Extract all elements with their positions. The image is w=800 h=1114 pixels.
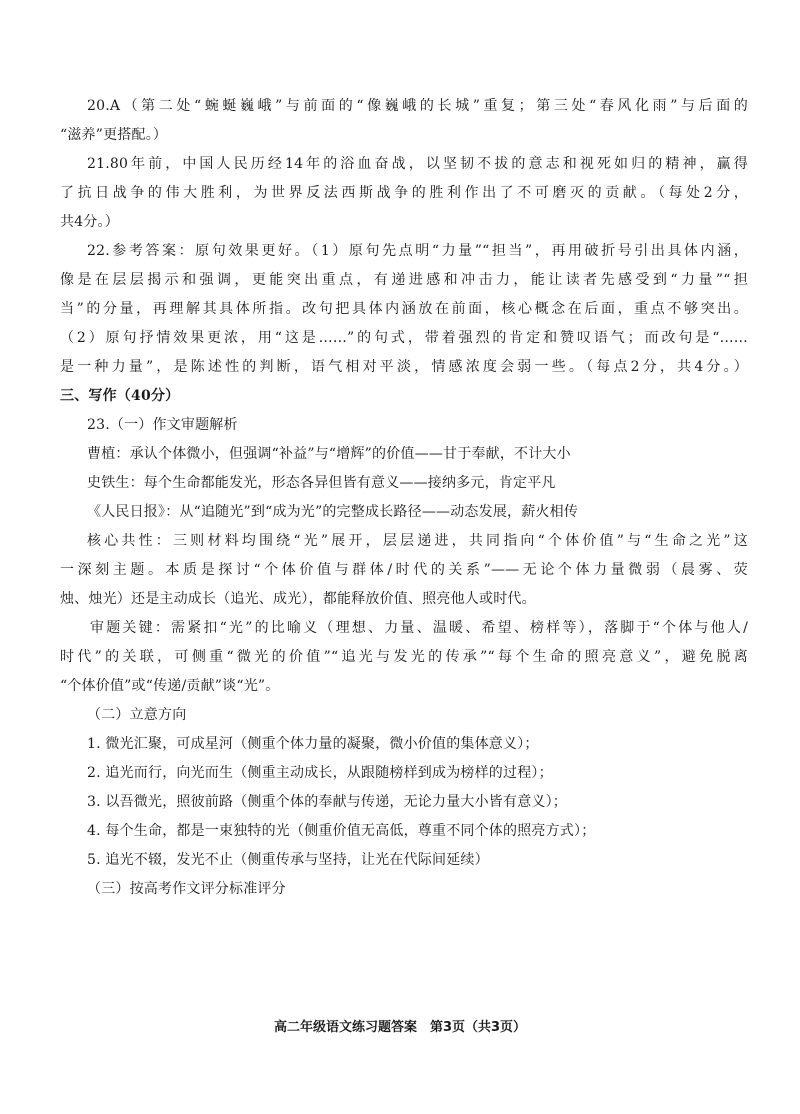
paragraph-line: “滋养”更搭配。） [60, 127, 168, 143]
answer-content [60, 92, 748, 904]
paragraph-line: 像是在层层揭示和强调，更能突出重点，有递进感和冲击力，能让读者先感受到“力量”“担 [60, 272, 748, 288]
paragraph-line: 共4分。） [60, 214, 119, 230]
material-analysis-item: 曹植：承认个体微小，但强调“补益”与“增辉”的价值——甘于奉献，不计大小 [87, 446, 571, 462]
material-analysis-item: 史铁生：每个生命都能发光，形态各异但皆有意义——接纳多元，肯定平凡 [87, 475, 556, 491]
paragraph-line: 核心共性：三则材料均围绕“光”展开，层层递进，共同指向“个体价值”与“生命之光”这 [87, 533, 748, 549]
direction-item: 3. 以吾微光，照彼前路（侧重个体的奉献与传递，无论力量大小皆有意义）； [87, 794, 568, 810]
answer-20 [60, 92, 748, 150]
paragraph-line: 烛、烛光）还是主动成长（追光、成光），都能释放价值、照亮他人或时代。 [60, 591, 536, 607]
paragraph-line: 时代”的关联，可侧重“微光的价值”“追光与发光的传承”“每个生命的照亮意义”，避免脱离 [60, 649, 748, 665]
direction-item: 2. 追光而行，向光而生（侧重主动成长，从跟随榜样到成为榜样的过程）； [87, 765, 553, 781]
paragraph-line: 20.A（第二处“蜿蜒巍峨”与前面的“像巍峨的长城”重复；第三处“春风化雨”与后面的 [87, 98, 748, 114]
paragraph-line: （2）原句抒情效果更浓，用“这是……”的句式，带着强烈的肯定和赞叹语气；而改句是“…… [60, 330, 748, 346]
direction-item: 4. 每个生命，都是一束独特的光（侧重价值无高低，尊重不同个体的照亮方式）； [87, 823, 596, 839]
material-analysis-list [60, 440, 748, 527]
core-commonality [60, 527, 748, 614]
paragraph-line: 了抗日战争的伟大胜利，为世界反法西斯战争的胜利作出了不可磨灭的贡献。（每处2分， [60, 185, 748, 201]
paragraph-line: 21.80年前，中国人民历经14年的浴血奋战，以坚韧不拔的意志和视死如归的精神，赢得 [87, 156, 748, 172]
material-analysis-item: 《人民日报》：从“追随光”到“成为光”的完整成长路径——动态发展，薪火相传 [87, 504, 579, 520]
paragraph-line: 一深刻主题。本质是探讨“个体价值与群体/时代的关系”——无论个体力量微弱（晨雾、荧 [60, 562, 748, 578]
paragraph-line: 是一种力量”，是陈述性的判断，语气相对平淡，情感浓度会弱一些。（每点2分，共4分。） [60, 359, 748, 375]
answer-22 [60, 237, 748, 382]
paragraph-line: “个体价值”或“传递/贡献”谈“光”。 [60, 678, 280, 694]
page-footer: 高二年级语文练习题答案 第3页（共3页） [273, 1020, 527, 1035]
direction-list [60, 730, 748, 875]
direction-item: 5. 追光不辍，发光不止（侧重传承与坚持，让光在代际间延续） [87, 852, 489, 868]
grading-note: （三）按高考作文评分标准评分 [87, 881, 286, 897]
answer-21 [60, 150, 748, 237]
section-heading-writing: 三、写作（40分） [60, 388, 180, 404]
direction-title: （二）立意方向 [87, 707, 187, 723]
direction-item: 1. 微光汇聚，可成星河（侧重个体力量的凝聚，微小价值的集体意义）； [87, 736, 539, 752]
paragraph-line: 22.参考答案：原句效果更好。（1）原句先点明“力量”“担当”，再用破折号引出具体内涵， [87, 243, 748, 259]
paragraph-line: 审题关键：需紧扣“光”的比喻义（理想、力量、温暖、希望、榜样等），落脚于“个体与他人/ [90, 620, 748, 636]
paragraph-line: 当”的分量，再理解其具体所指。改句把具体内涵放在前面，核心概念在后面，重点不够突出。 [60, 301, 748, 317]
answer-23-title: 23.（一）作文审题解析 [87, 417, 238, 433]
review-key [60, 614, 748, 701]
